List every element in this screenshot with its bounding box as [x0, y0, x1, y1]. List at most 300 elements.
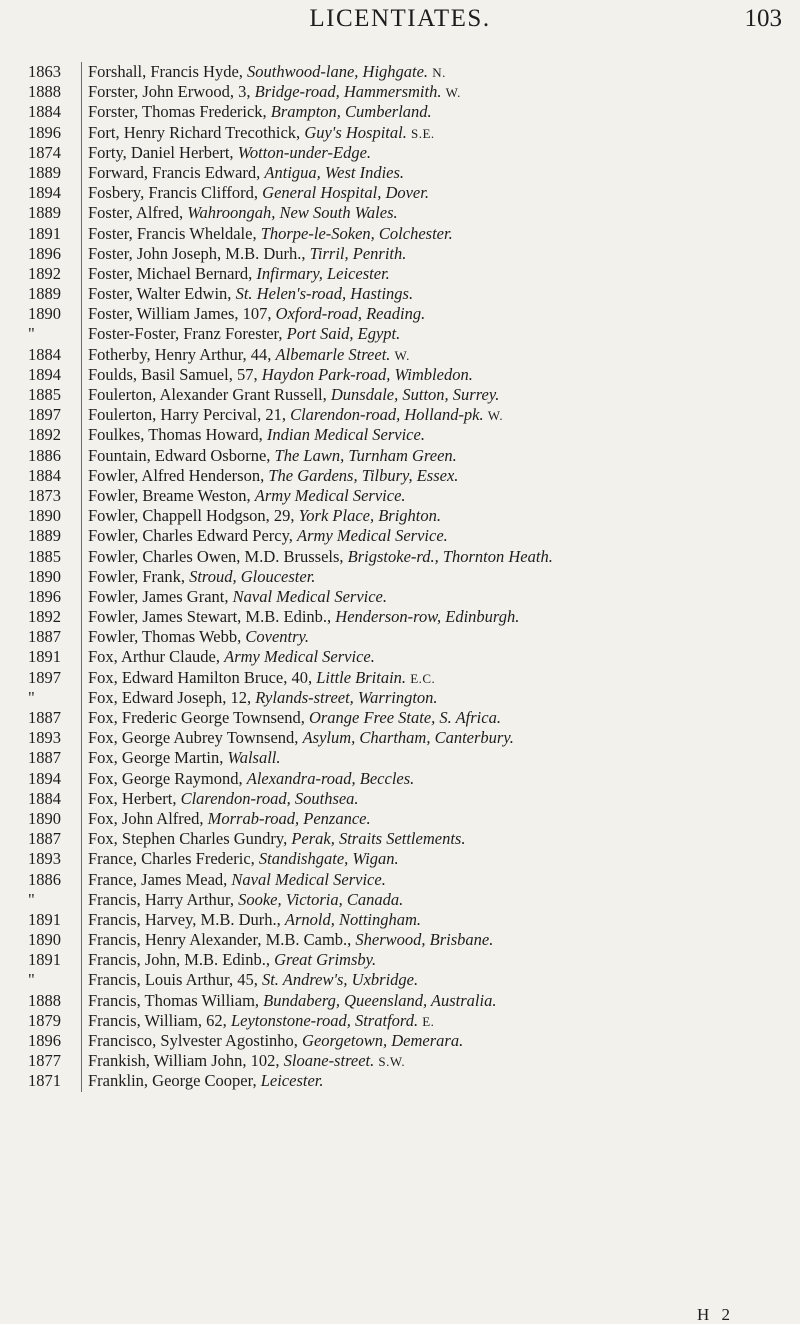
licentiate-address: Oxford-road, Reading. [275, 304, 426, 324]
list-item [0, 970, 800, 990]
entry-text [88, 547, 794, 568]
registration-year: 1887 [28, 708, 61, 727]
list-item [0, 1031, 800, 1051]
column-rule [81, 587, 82, 607]
entry-text [88, 647, 794, 668]
licentiate-address: General Hospital, Dover. [262, 183, 429, 203]
licentiate-name: Foulerton, Harry Percival, 21, [88, 405, 286, 425]
registration-year: 1891 [28, 223, 61, 243]
licentiate-address: Orange Free State, S. Africa. [308, 708, 501, 727]
registration-year: 1891 [28, 950, 61, 970]
entry-text [88, 587, 794, 608]
licentiate-address: Haydon Park-road, Wimbledon. [261, 364, 473, 384]
registration-year: 1889 [28, 284, 61, 304]
entry-text [88, 789, 794, 810]
registration-year: 1894 [28, 768, 61, 788]
list-item [0, 365, 800, 385]
licentiate-address: Army Medical Service. [297, 526, 448, 546]
column-rule [81, 102, 82, 122]
entry-text [88, 486, 794, 507]
list-item [0, 587, 800, 607]
postal-district: S.W. [378, 1054, 406, 1070]
licentiate-address: Southwood-lane, Highgate. [247, 62, 429, 81]
entry-text [88, 890, 794, 911]
licentiate-name: Fowler, Frank, [88, 566, 185, 586]
entry-text [88, 870, 794, 891]
column-rule [81, 950, 82, 970]
column-rule [81, 870, 82, 890]
list-item [0, 769, 800, 789]
list-item [0, 829, 800, 849]
registration-year: 1887 [28, 627, 61, 647]
licentiate-address: St. Andrew's, Uxbridge. [261, 970, 419, 990]
column-rule [81, 547, 82, 567]
licentiate-name: Forster, Thomas Frederick, [88, 102, 267, 122]
entry-text [88, 1051, 794, 1072]
licentiate-name: Foster, Michael Bernard, [88, 263, 253, 283]
entry-text [88, 1071, 794, 1092]
licentiate-name: Forster, John Erwood, 3, [88, 82, 251, 102]
column-rule [81, 809, 82, 829]
licentiate-name: Fox, George Aubrey Townsend, [88, 728, 299, 748]
entry-text [88, 526, 794, 547]
list-item [0, 425, 800, 445]
entry-text [88, 708, 794, 729]
licentiate-address: Army Medical Service. [254, 485, 406, 505]
licentiate-address: Henderson-row, Edinburgh. [335, 607, 520, 627]
entry-text [88, 769, 794, 790]
registration-year: 1874 [28, 142, 61, 162]
registration-year: 1887 [28, 748, 61, 768]
registration-year: 1885 [28, 546, 61, 566]
entry-text [88, 143, 794, 164]
entry-text [88, 506, 794, 527]
registration-year: 1893 [28, 849, 61, 869]
list-item [0, 405, 800, 425]
entry-text [88, 102, 794, 123]
column-rule [81, 647, 82, 667]
licentiate-address: Indian Medical Service. [266, 425, 425, 445]
licentiate-name: Fox, Edward Hamilton Bruce, 40, [88, 667, 313, 687]
licentiate-address: Guy's Hospital. [304, 122, 407, 142]
column-rule [81, 970, 82, 990]
entry-text [88, 688, 794, 709]
column-rule [81, 284, 82, 304]
entry-text [88, 950, 794, 971]
licentiate-list [0, 62, 800, 1092]
licentiate-name: Fosbery, Francis Clifford, [88, 183, 259, 203]
licentiate-address: Brigstoke-rd., Thornton Heath. [347, 546, 553, 566]
licentiate-address: Asylum, Chartham, Canterbury. [302, 728, 514, 748]
registration-year: 1884 [28, 465, 61, 485]
column-rule [81, 486, 82, 506]
list-item [0, 304, 800, 324]
registration-year: 1879 [28, 1010, 61, 1030]
postal-district: W. [487, 408, 504, 424]
licentiate-address: Wahroongah, New South Wales. [187, 203, 398, 223]
list-item [0, 345, 800, 365]
entry-text [88, 668, 794, 689]
registration-year: " [28, 687, 35, 707]
licentiate-name: Fowler, James Grant, [88, 586, 229, 606]
licentiate-name: Forshall, Francis Hyde, [88, 62, 243, 81]
licentiate-name: Foulerton, Alexander Grant Russell, [88, 385, 327, 404]
licentiate-address: York Place, Brighton. [298, 506, 442, 526]
licentiate-address: Arnold, Nottingham. [284, 909, 422, 929]
licentiate-address: Army Medical Service. [224, 647, 375, 667]
entry-text [88, 82, 794, 103]
licentiate-address: Morrab-road, Penzance. [207, 808, 371, 828]
list-item [0, 446, 800, 466]
licentiate-address: Alexandra-road, Beccles. [246, 768, 415, 788]
postal-district: E. [422, 1013, 435, 1029]
list-item [0, 203, 800, 223]
licentiate-name: Foster, Walter Edwin, [88, 284, 232, 304]
postal-district: W. [445, 85, 461, 101]
licentiate-name: Francis, William, 62, [88, 1010, 227, 1030]
licentiate-address: Standishgate, Wigan. [258, 849, 399, 869]
entry-text [88, 425, 794, 446]
registration-year: 1863 [28, 62, 61, 81]
registration-year: 1892 [28, 607, 61, 627]
column-rule [81, 991, 82, 1011]
licentiate-name: Foulds, Basil Samuel, 57, [88, 364, 258, 384]
registration-year: 1871 [28, 1071, 61, 1091]
licentiate-name: Francis, Harry Arthur, [88, 889, 234, 909]
licentiate-address: St. Helen's-road, Hastings. [235, 284, 414, 304]
registration-year: 1890 [28, 304, 61, 324]
licentiate-address: Sherwood, Brisbane. [355, 930, 494, 950]
registration-year: 1884 [28, 788, 61, 808]
registration-year: 1891 [28, 909, 61, 929]
list-item [0, 547, 800, 567]
column-rule [81, 930, 82, 950]
licentiate-name: Fowler, James Stewart, M.B. Edinb., [88, 607, 332, 627]
entry-text [88, 849, 794, 870]
licentiate-name: Francis, Thomas William, [88, 990, 260, 1010]
list-item [0, 264, 800, 284]
registration-year: 1894 [28, 183, 61, 203]
licentiate-address: Sloane-street. [283, 1051, 375, 1071]
list-item [0, 224, 800, 244]
licentiate-address: Clarendon-road, Southsea. [180, 788, 359, 808]
list-item [0, 647, 800, 667]
list-item [0, 849, 800, 869]
list-item [0, 62, 800, 82]
licentiate-name: Franklin, George Cooper, [88, 1071, 257, 1091]
entry-text [88, 224, 794, 245]
entry-text [88, 930, 794, 951]
entry-text [88, 365, 794, 386]
licentiate-address: Little Britain. [316, 667, 407, 687]
column-rule [81, 62, 82, 82]
licentiate-address: Clarendon-road, Holland-pk. [290, 405, 484, 425]
registration-year: " [28, 889, 35, 909]
licentiate-name: Fox, George Martin, [88, 748, 224, 768]
column-rule [81, 789, 82, 809]
registration-year: 1897 [28, 667, 61, 687]
list-item [0, 1011, 800, 1031]
licentiate-address: Tirril, Penrith. [309, 243, 407, 263]
registration-year: 1891 [28, 647, 61, 667]
licentiate-address: Stroud, Gloucester. [189, 566, 316, 586]
column-rule [81, 1051, 82, 1071]
entry-text [88, 304, 794, 325]
postal-district: N. [432, 65, 446, 80]
registration-year: 1892 [28, 425, 61, 445]
licentiate-name: Fox, Arthur Claude, [88, 647, 220, 667]
licentiate-address: Rylands-street, Warrington. [255, 687, 438, 707]
entry-text [88, 991, 794, 1012]
registration-year: 1889 [28, 526, 61, 546]
column-rule [81, 385, 82, 405]
registration-year: 1889 [28, 203, 61, 223]
column-rule [81, 163, 82, 183]
entry-text [88, 910, 794, 931]
page-number: 103 [744, 5, 782, 32]
registration-year: 1896 [28, 243, 61, 263]
list-item [0, 466, 800, 486]
column-rule [81, 304, 82, 324]
column-rule [81, 1071, 82, 1091]
list-item [0, 506, 800, 526]
licentiate-address: Port Said, Egypt. [286, 324, 401, 344]
list-item [0, 789, 800, 809]
licentiate-name: France, James Mead, [88, 869, 228, 889]
licentiate-name: Foster, Francis Wheldale, [88, 223, 257, 243]
registration-year: 1890 [28, 808, 61, 828]
licentiate-address: Antigua, West Indies. [264, 162, 405, 182]
licentiate-name: Fotherby, Henry Arthur, 44, [88, 344, 272, 364]
licentiate-name: Forty, Daniel Herbert, [88, 142, 234, 162]
licentiate-name: Foster, John Joseph, M.B. Durh., [88, 243, 306, 263]
licentiate-name: France, Charles Frederic, [88, 849, 255, 869]
list-item [0, 102, 800, 122]
licentiate-address: Leytonstone-road, Stratford. [230, 1010, 419, 1030]
page-header [0, 0, 800, 40]
licentiate-address: Walsall. [227, 748, 281, 768]
entry-text [88, 748, 794, 769]
licentiate-address: The Gardens, Tilbury, Essex. [268, 465, 459, 485]
entry-text [88, 405, 794, 426]
list-item [0, 809, 800, 829]
list-item [0, 870, 800, 890]
licentiate-name: Fowler, Charles Edward Percy, [88, 526, 293, 546]
list-item [0, 627, 800, 647]
licentiate-name: Foster-Foster, Franz Forester, [88, 324, 283, 344]
licentiate-name: Fowler, Chappell Hodgson, 29, [88, 506, 295, 526]
licentiate-name: Fox, Frederic George Townsend, [88, 708, 305, 727]
column-rule [81, 849, 82, 869]
column-rule [81, 627, 82, 647]
list-item [0, 526, 800, 546]
registration-year: 1892 [28, 263, 61, 283]
licentiate-address: Bridge-road, Hammersmith. [254, 82, 442, 102]
licentiate-address: Wotton-under-Edge. [237, 142, 372, 162]
entry-text [88, 1011, 794, 1032]
licentiate-address: The Lawn, Turnham Green. [274, 445, 457, 465]
column-rule [81, 829, 82, 849]
entry-text [88, 62, 794, 83]
column-rule [81, 728, 82, 748]
column-rule [81, 668, 82, 688]
list-item [0, 284, 800, 304]
column-rule [81, 506, 82, 526]
column-rule [81, 567, 82, 587]
column-rule [81, 769, 82, 789]
registration-year: 1896 [28, 1031, 61, 1050]
licentiate-name: Fox, John Alfred, [88, 808, 204, 828]
registration-year: 1888 [28, 82, 61, 102]
column-rule [81, 123, 82, 143]
licentiate-name: Francis, John, M.B. Edinb., [88, 950, 270, 970]
column-rule [81, 890, 82, 910]
licentiate-address: Infirmary, Leicester. [256, 263, 390, 283]
licentiate-name: Frankish, William John, 102, [88, 1051, 280, 1071]
registration-year: 1890 [28, 566, 61, 586]
licentiate-address: Perak, Straits Settlements. [291, 829, 466, 849]
column-rule [81, 748, 82, 768]
list-item [0, 1071, 800, 1091]
licentiate-address: Great Grimsby. [274, 950, 377, 970]
list-item [0, 930, 800, 950]
entry-text [88, 809, 794, 830]
entry-text [88, 163, 794, 184]
column-rule [81, 203, 82, 223]
licentiate-address: Sooke, Victoria, Canada. [238, 889, 404, 909]
column-rule [81, 446, 82, 466]
list-item [0, 688, 800, 708]
entry-text [88, 607, 794, 628]
registration-year: 1889 [28, 162, 61, 182]
registration-year: 1885 [28, 385, 61, 404]
list-item [0, 728, 800, 748]
registration-year: 1893 [28, 728, 61, 748]
column-rule [81, 365, 82, 385]
licentiate-address: Leicester. [260, 1071, 324, 1091]
licentiate-address: Dunsdale, Sutton, Surrey. [330, 385, 500, 404]
entry-text [88, 1031, 794, 1052]
registration-year: 1873 [28, 485, 61, 505]
entry-text [88, 466, 794, 487]
registration-year: 1886 [28, 445, 61, 465]
column-rule [81, 345, 82, 365]
entry-text [88, 446, 794, 467]
registration-year: " [28, 324, 35, 344]
postal-district: E.C. [410, 670, 436, 686]
licentiate-name: Fowler, Thomas Webb, [88, 627, 242, 647]
registration-year: 1896 [28, 122, 61, 142]
licentiate-name: Fox, George Raymond, [88, 768, 243, 788]
column-rule [81, 1011, 82, 1031]
list-item [0, 183, 800, 203]
list-item [0, 123, 800, 143]
licentiate-name: Forward, Francis Edward, [88, 162, 261, 182]
licentiate-name: Fountain, Edward Osborne, [88, 445, 271, 465]
column-rule [81, 244, 82, 264]
column-rule [81, 607, 82, 627]
entry-text [88, 284, 794, 305]
list-item [0, 991, 800, 1011]
column-rule [81, 143, 82, 163]
licentiate-address: Bundaberg, Queensland, Australia. [263, 990, 497, 1010]
list-item [0, 163, 800, 183]
column-rule [81, 264, 82, 284]
column-rule [81, 82, 82, 102]
entry-text [88, 264, 794, 285]
licentiate-address: Georgetown, Demerara. [302, 1031, 464, 1050]
entry-text [88, 627, 794, 648]
entry-text [88, 244, 794, 265]
list-item [0, 708, 800, 728]
column-rule [81, 425, 82, 445]
column-rule [81, 183, 82, 203]
postal-district: W. [394, 347, 410, 363]
licentiate-address: Naval Medical Service. [232, 586, 388, 606]
licentiate-address: Naval Medical Service. [231, 869, 386, 889]
licentiate-name: Fox, Stephen Charles Gundry, [88, 829, 288, 849]
licentiate-name: Fort, Henry Richard Trecothick, [88, 122, 301, 142]
licentiate-address: Albemarle Street. [275, 344, 391, 364]
licentiate-address: Thorpe-le-Soken, Colchester. [260, 223, 453, 243]
entry-text [88, 728, 794, 749]
list-item [0, 950, 800, 970]
licentiate-address: Coventry. [245, 627, 310, 647]
licentiate-name: Francis, Harvey, M.B. Durh., [88, 909, 281, 929]
column-rule [81, 1031, 82, 1051]
registration-year: 1887 [28, 829, 61, 849]
column-rule [81, 405, 82, 425]
column-rule [81, 466, 82, 486]
column-rule [81, 910, 82, 930]
licentiate-name: Fox, Herbert, [88, 788, 177, 808]
registration-year: 1890 [28, 930, 61, 950]
licentiate-name: Francis, Henry Alexander, M.B. Camb., [88, 930, 352, 950]
registration-year: 1896 [28, 586, 61, 606]
licentiate-name: Fowler, Charles Owen, M.D. Brussels, [88, 546, 344, 566]
list-item [0, 324, 800, 344]
list-item [0, 244, 800, 264]
list-item [0, 890, 800, 910]
registration-year: 1877 [28, 1051, 61, 1071]
list-item [0, 607, 800, 627]
registration-year: 1886 [28, 869, 61, 889]
column-rule [81, 688, 82, 708]
licentiate-name: Foulkes, Thomas Howard, [88, 425, 263, 445]
entry-text [88, 385, 794, 406]
entry-text [88, 324, 794, 345]
registration-year: 1890 [28, 506, 61, 526]
list-item [0, 385, 800, 405]
printer-signature-mark: H 2 [697, 1305, 735, 1324]
registration-year: " [28, 970, 35, 990]
entry-text [88, 829, 794, 850]
running-title: LICENTIATES. [309, 5, 491, 32]
entry-text [88, 183, 794, 204]
registration-year: 1897 [28, 405, 61, 425]
entry-text [88, 203, 794, 224]
list-item [0, 1051, 800, 1071]
list-item [0, 486, 800, 506]
list-item [0, 748, 800, 768]
licentiate-name: Foster, William James, 107, [88, 304, 272, 324]
registration-year: 1888 [28, 990, 61, 1010]
column-rule [81, 708, 82, 728]
licentiate-name: Francisco, Sylvester Agostinho, [88, 1031, 298, 1050]
list-item [0, 143, 800, 163]
registration-year: 1894 [28, 364, 61, 384]
entry-text [88, 345, 794, 366]
